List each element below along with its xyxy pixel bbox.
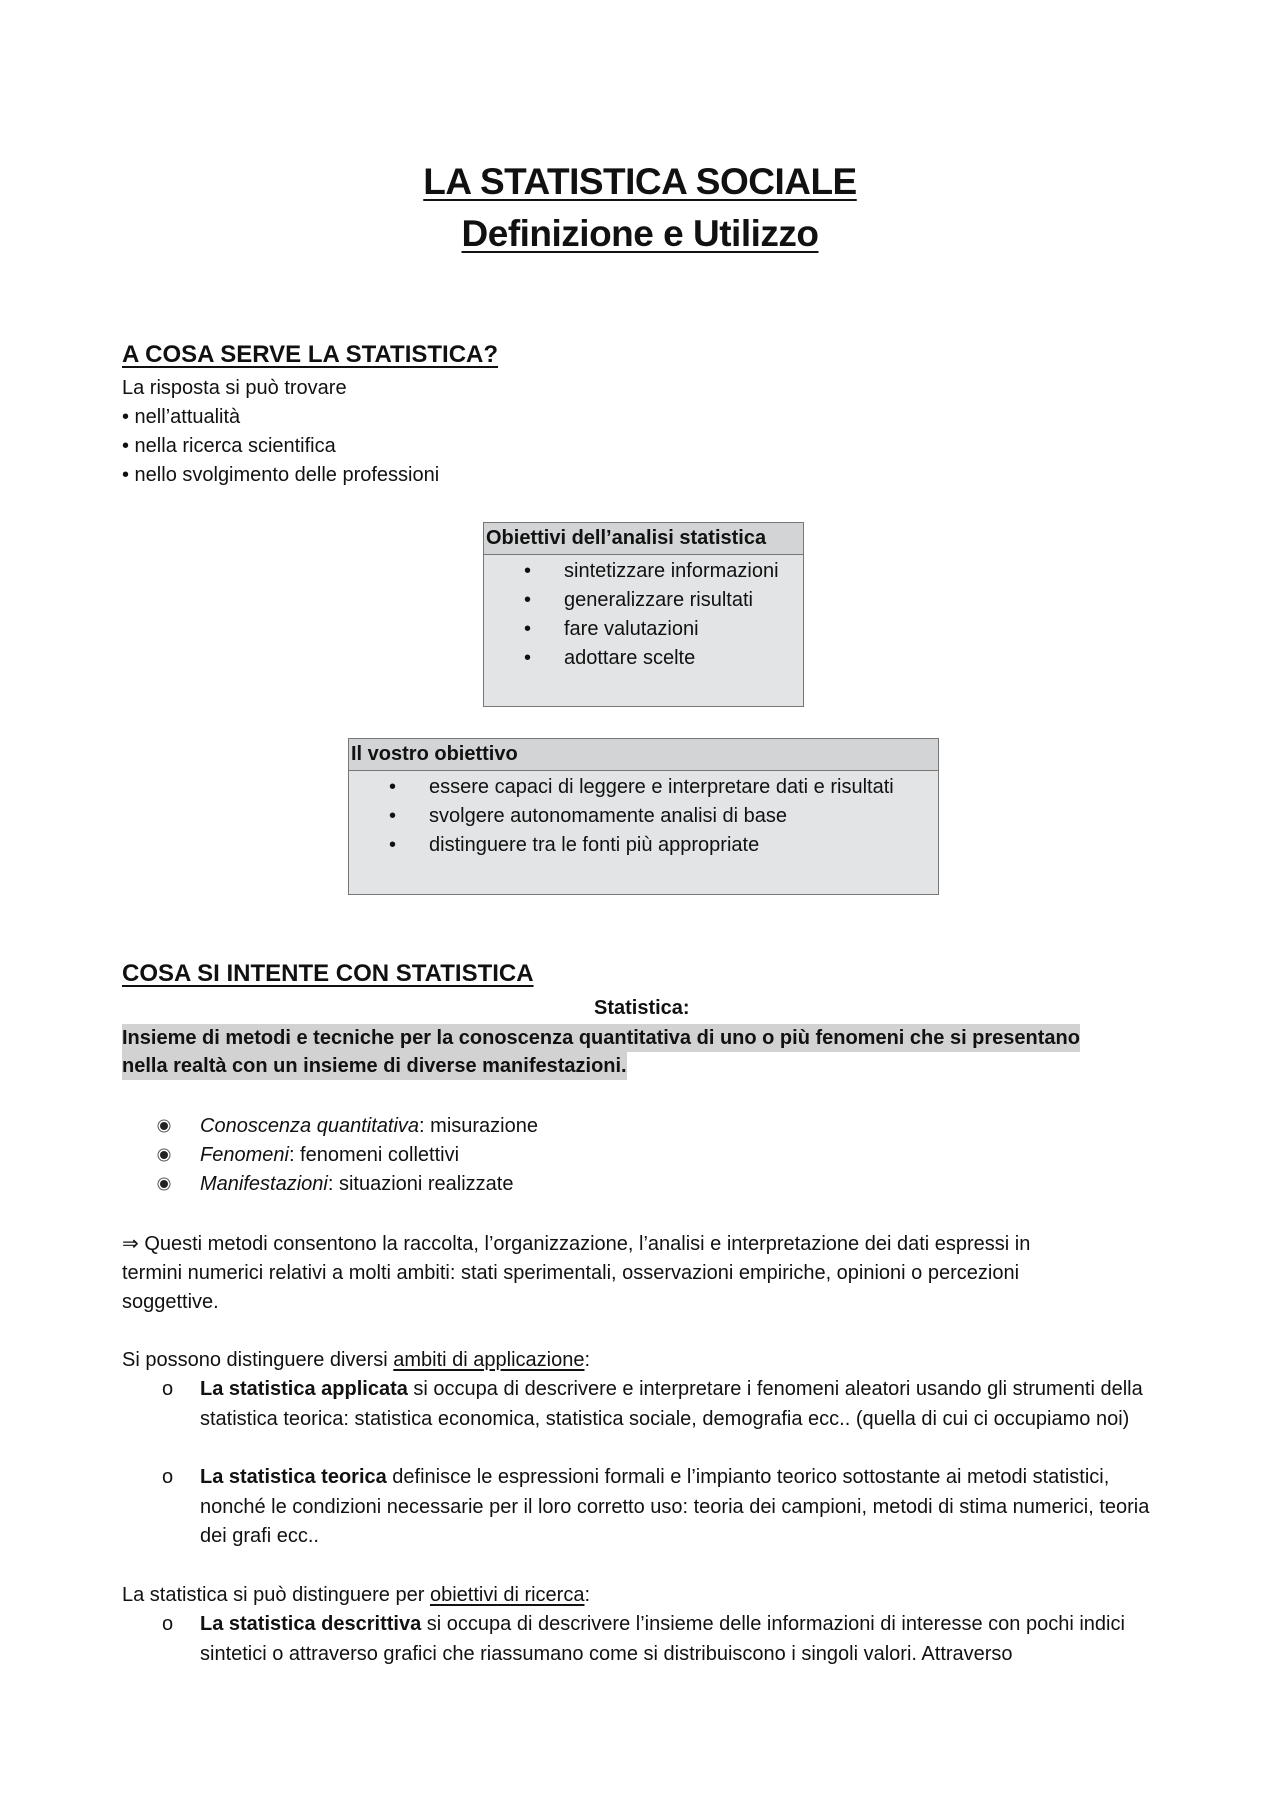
bullet-icon xyxy=(160,1122,168,1130)
objectives-item: • adottare scelte xyxy=(524,647,696,669)
methods-line-1: ⇒ Questi metodi consentono la raccolta, l’organizzazione, l’analisi e interpretazione dei dati espressi in xyxy=(122,1233,1031,1255)
ambiti-intro: Si possono distinguere diversi ambiti di applicazione: xyxy=(122,1349,591,1371)
list-marker: o xyxy=(162,1466,174,1488)
methods-line-3: soggettive. xyxy=(122,1291,219,1313)
section-heading-cosa-si-intende: COSA SI INTENTE CON STATISTICA xyxy=(122,960,534,987)
item-statistica-teorica: La statistica teorica definisce le espressioni formali e l’impianto teorico sottostante ai metodi statistici, nonché le condizioni necessarie per il loro corretto uso: teoria dei campioni, metodi di stima numerici, teoria dei grafi ecc.. xyxy=(200,1466,1150,1547)
item-statistica-descrittiva: La statistica descrittiva si occupa di descrivere l’insieme delle informazioni di interesse con pochi indici sintetici o attraverso grafici che riassumano come si distribuiscono i singoli valori. Attraverso xyxy=(200,1613,1125,1665)
ambiti-underlined: ambiti di applicazione xyxy=(393,1349,585,1371)
bullet-icon xyxy=(160,1151,168,1159)
statistica-label: Statistica: xyxy=(594,997,690,1019)
definition-line-1: Insieme di metodi e tecniche per la conoscenza quantitativa di uno o più fenomeni che si presentano xyxy=(122,1024,1080,1052)
list-marker: o xyxy=(162,1378,174,1400)
your-goal-box xyxy=(348,738,939,895)
your-goal-list xyxy=(349,771,938,860)
document-subtitle: Definizione e Utilizzo xyxy=(461,213,819,254)
obiettivi-intro: La statistica si può distinguere per obiettivi di ricerca: xyxy=(122,1584,591,1606)
term-item-fenomeni: Fenomeni: fenomeni collettivi xyxy=(200,1144,460,1166)
objectives-item: • sintetizzare informazioni xyxy=(524,560,779,582)
objectives-item: • generalizzare risultati xyxy=(524,589,753,611)
bullet-icon xyxy=(160,1180,168,1188)
item-statistica-applicata: La statistica applicata si occupa di descrivere e interpretare i fenomeni aleatori usando gli strumenti della statistica teorica: statistica economica, statistica sociale, demografia ecc.. (quella di cui ci occupiamo noi) xyxy=(200,1378,1143,1430)
section1-intro: La risposta si può trovare xyxy=(122,377,347,399)
objectives-box xyxy=(483,522,804,707)
objectives-box-heading: Obiettivi dell’analisi statistica xyxy=(484,523,803,555)
term-item-conoscenza: Conoscenza quantitativa: misurazione xyxy=(200,1115,538,1137)
term-item-manifestazioni: Manifestazioni: situazioni realizzate xyxy=(200,1173,514,1195)
your-goal-item: • distinguere tra le fonti più appropriate xyxy=(389,834,760,856)
obiettivi-underlined: obiettivi di ricerca xyxy=(429,1584,585,1606)
your-goal-item: • essere capaci di leggere e interpretare dati e risultati xyxy=(389,776,894,798)
objectives-item: • fare valutazioni xyxy=(524,618,699,640)
section1-bullet-3: • nello svolgimento delle professioni xyxy=(122,464,440,486)
section1-bullet-2: • nella ricerca scientifica xyxy=(122,435,336,457)
document-title: LA STATISTICA SOCIALE xyxy=(423,161,857,202)
list-marker: o xyxy=(162,1613,174,1635)
section1-bullet-1: • nell’attualità xyxy=(122,406,241,428)
your-goal-item: • svolgere autonomamente analisi di base xyxy=(389,805,787,827)
methods-line-2: termini numerici relativi a molti ambiti: stati sperimentali, osservazioni empiriche, opinioni o percezioni xyxy=(122,1262,1020,1284)
your-goal-box-heading: Il vostro obiettivo xyxy=(349,739,938,771)
section-heading-a-cosa-serve: A COSA SERVE LA STATISTICA? xyxy=(122,341,499,368)
objectives-list xyxy=(484,555,803,673)
definition-line-2: nella realtà con un insieme di diverse manifestazioni. xyxy=(122,1052,627,1080)
